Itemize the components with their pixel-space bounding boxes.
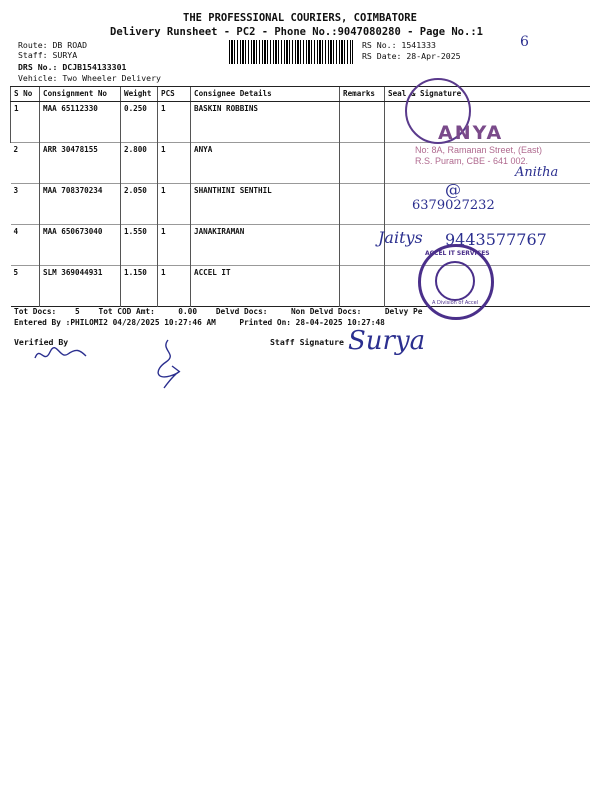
cell-consignment: SLM 369044931 [40, 266, 121, 307]
rs-number: RS No.: 1541333 [362, 40, 436, 50]
cell-remarks [340, 184, 385, 225]
cell-weight: 0.250 [121, 102, 158, 143]
col-seal-signature: Seal & Signature [385, 87, 591, 102]
handwritten-phone-row4: 9443577767 [445, 230, 547, 249]
handwritten-signature-row2: Anitha [515, 165, 559, 180]
cell-sno: 5 [13, 268, 19, 277]
handwritten-phone-row3: 6379027232 [412, 198, 495, 213]
handwritten-mark-icon: @ [445, 180, 461, 199]
table-row [11, 266, 591, 307]
cell-weight: 1.150 [121, 266, 158, 307]
cell-weight: 2.800 [121, 143, 158, 184]
cell-remarks [340, 102, 385, 143]
accel-seal-inner-ring [435, 261, 475, 301]
cell-sno: 4 [13, 227, 19, 236]
handwritten-signature-row4-icon: Jaitys [378, 228, 423, 247]
totals-line: Tot Docs: 5 Tot COD Amt: 0.00 Delvd Docs: Non Delvd Docs: Delvy Pe [14, 307, 423, 316]
staff-signature-label: Staff Signature [270, 337, 344, 347]
accel-seal-text: ACCEL IT SERVICES [425, 250, 490, 257]
cell-weight: 1.550 [121, 225, 158, 266]
col-pcs: PCS [158, 87, 191, 102]
second-verifier-signature-icon [150, 336, 190, 396]
cell-remarks [340, 143, 385, 184]
col-sno: S No [11, 87, 40, 102]
staff-label: Staff: SURYA [18, 50, 78, 60]
anya-stamp-address1: No: 8A, Ramanan Street, (East) [415, 145, 543, 155]
col-weight: Weight [121, 87, 158, 102]
col-remarks: Remarks [340, 87, 385, 102]
company-title: THE PROFESSIONAL COURIERS, COIMBATORE [183, 12, 417, 24]
route-label: Route: DB ROAD [18, 40, 88, 50]
cell-consignee: JANAKIRAMAN [191, 225, 340, 266]
cell-consignee: ACCEL IT [191, 266, 340, 307]
cell-remarks [340, 266, 385, 307]
rs-date: RS Date: 28-Apr-2025 [362, 51, 461, 61]
corner-handwritten-mark: 6 [520, 34, 529, 50]
runsheet-table [10, 86, 590, 307]
table-header-row [11, 87, 591, 102]
verifier-signature-icon [30, 340, 90, 370]
cell-pcs: 1 [158, 184, 191, 225]
cell-pcs: 1 [158, 266, 191, 307]
cell-consignee: ANYA [191, 143, 340, 184]
drs-number: DRS No.: DCJB154133301 [18, 62, 127, 72]
cell-consignment: MAA 650673040 [40, 225, 121, 266]
verified-by-label: Verified By [14, 337, 69, 347]
accel-seal-subtext: A Division of Accel [432, 300, 479, 306]
staff-handwritten-signature: Surya [348, 326, 426, 356]
cell-sno: 1 [11, 102, 40, 143]
cell-pcs: 1 [158, 225, 191, 266]
cell-pcs: 1 [158, 102, 191, 143]
cell-sno: 3 [13, 186, 19, 195]
entered-by-line: Entered By :PHILOMI2 04/28/2025 10:27:46 AM Printed On: 28-04-2025 10:27:48 [14, 318, 385, 327]
runsheet-subtitle: Delivery Runsheet - PC2 - Phone No.:9047080280 - Page No.:1 [110, 26, 483, 38]
cell-weight: 2.050 [121, 184, 158, 225]
anya-stamp-address2: R.S. Puram, CBE - 641 002. [415, 156, 529, 166]
anya-stamp-name: ANYA [438, 122, 504, 144]
vehicle-label: Vehicle: Two Wheeler Delivery [18, 73, 161, 83]
cell-consignee: SHANTHINI SENTHIL [191, 184, 340, 225]
cell-consignment: ARR 30478155 [40, 143, 121, 184]
cell-consignment: MAA 65112330 [40, 102, 121, 143]
cell-consignee: BASKIN ROBBINS [191, 102, 340, 143]
barcode [229, 40, 353, 64]
table-row [11, 184, 591, 225]
cell-sno: 2 [13, 145, 19, 154]
col-consignment: Consignment No [40, 87, 121, 102]
cell-pcs: 1 [158, 143, 191, 184]
cell-consignment: MAA 708370234 [40, 184, 121, 225]
col-consignee: Consignee Details [191, 87, 340, 102]
